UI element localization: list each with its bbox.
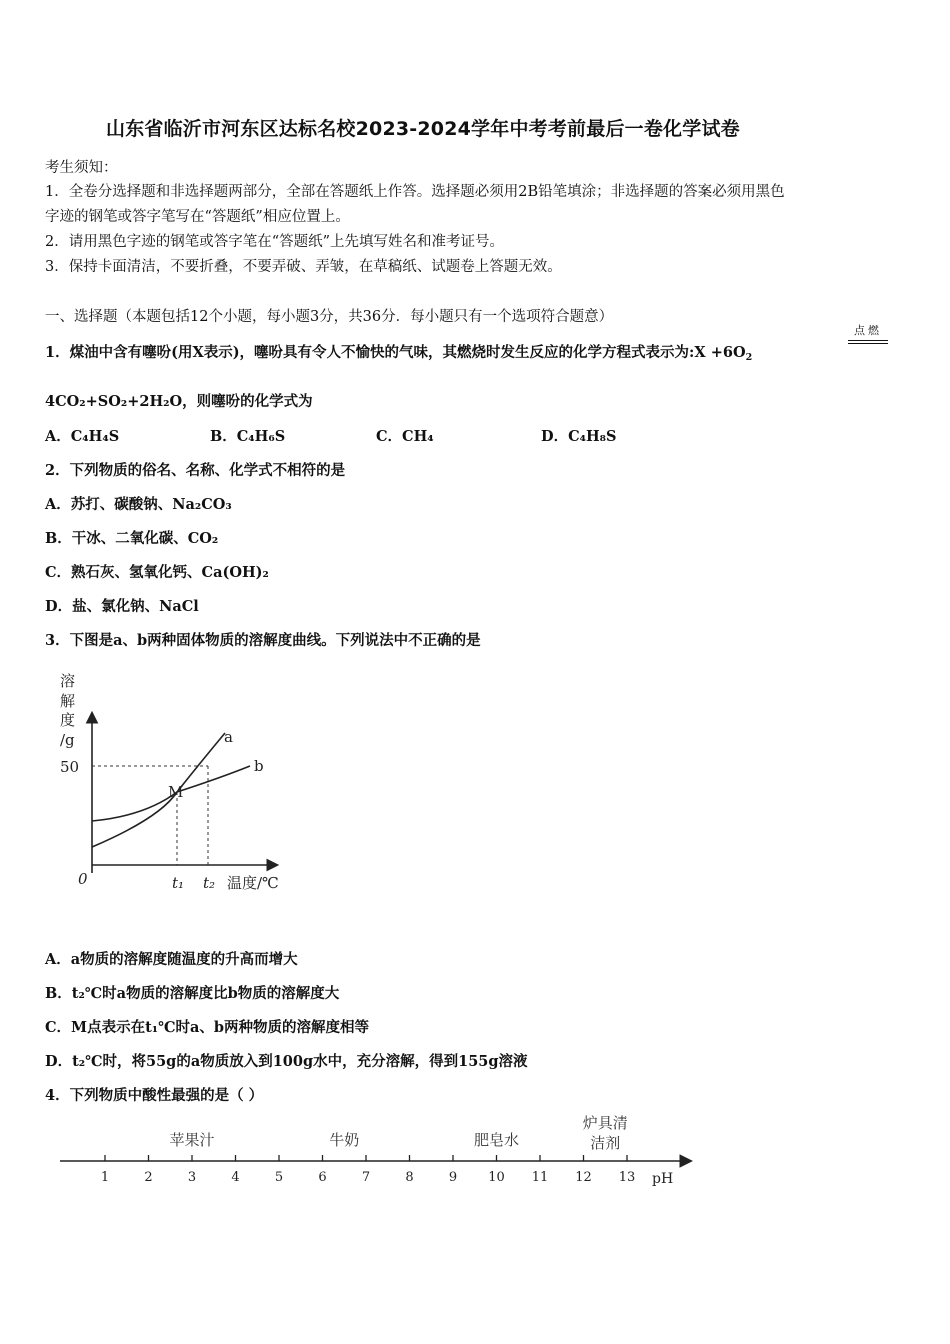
ph-substance-label: 炉具清 — [582, 1114, 628, 1132]
ph-axis-label: pH — [652, 1171, 674, 1187]
ph-substance-label: 牛奶 — [329, 1131, 360, 1149]
question-1-line2: 4CO₂+SO₂+2H₂O，则噻吩的化学式为 — [45, 393, 313, 410]
ph-tick-label: 4 — [231, 1170, 240, 1185]
q3-option-c[interactable]: C．M点表示在t₁℃时a、b两种物质的溶解度相等 — [45, 1019, 370, 1036]
ph-tick-label: 5 — [274, 1170, 284, 1185]
y-label-char-2: 解 — [60, 692, 76, 710]
notice-heading: 考生须知： — [45, 160, 118, 176]
ph-substance-label-cont: 洁剂 — [590, 1134, 621, 1152]
ph-tick-label: 11 — [531, 1170, 549, 1185]
ph-tick-label: 10 — [488, 1170, 505, 1185]
notice-item-1-cont: 字迹的钢笔或答字笔写在“答题纸”相应位置上。 — [45, 209, 350, 225]
reaction-arrow-line — [848, 340, 888, 341]
ph-substances — [169, 1114, 627, 1152]
q1-o2-subscript: 2 — [745, 352, 753, 363]
t2-label: t₂ — [203, 874, 216, 892]
q3-option-a[interactable]: A．a物质的溶解度随温度的升高而增大 — [45, 951, 298, 968]
y-label-char-1: 溶 — [60, 672, 76, 690]
notice-item-3: 3．保持卡面清洁，不要折叠，不要弄破、弄皱，在草稿纸、试题卷上答题无效。 — [45, 259, 562, 275]
y-mark-label: 50 — [60, 758, 80, 776]
y-label-char-3: 度 — [60, 711, 76, 729]
ph-tick-label: 9 — [448, 1170, 458, 1185]
ph-substance-label: 苹果汁 — [169, 1131, 215, 1149]
point-m-label: M — [168, 783, 184, 801]
q1-option-b[interactable]: B．C₄H₆S — [210, 428, 286, 445]
condition-text: 点燃 — [854, 324, 882, 337]
ph-tick-label: 2 — [144, 1170, 153, 1185]
ph-tick-label: 1 — [100, 1170, 110, 1185]
q1-option-c[interactable]: C．CH₄ — [376, 428, 434, 445]
ph-tick-label: 7 — [361, 1170, 371, 1185]
curve-a-label: a — [224, 728, 233, 746]
ph-tick-label: 13 — [618, 1170, 636, 1185]
q2-option-b[interactable]: B．干冰、二氧化碳、CO₂ — [45, 530, 219, 547]
q1-option-d[interactable]: D．C₄H₈S — [541, 428, 617, 445]
curve-a — [92, 733, 225, 847]
reaction-arrow-line-2 — [848, 343, 888, 344]
ph-substance-label: 肥皂水 — [473, 1131, 520, 1149]
q1-option-a[interactable]: A．C₄H₄S — [45, 428, 120, 445]
ph-tick-label: 6 — [318, 1170, 327, 1185]
q3-option-d[interactable]: D．t₂℃时，将55g的a物质放入到100g水中，充分溶解，得到155g溶液 — [45, 1053, 528, 1070]
x-axis-label: 温度/℃ — [227, 874, 279, 892]
notice-item-2: 2．请用黑色字迹的钢笔或答字笔在“答题纸”上先填写姓名和准考证号。 — [45, 234, 505, 250]
question-3-stem: 3．下图是a、b两种固体物质的溶解度曲线。下列说法中不正确的是 — [45, 632, 481, 649]
curve-b-label: b — [254, 757, 264, 775]
q3-option-b[interactable]: B．t₂℃时a物质的溶解度比b物质的溶解度大 — [45, 985, 340, 1002]
ph-tick-label: 3 — [187, 1170, 197, 1185]
t1-label: t₁ — [172, 874, 185, 892]
ph-scale — [55, 1108, 705, 1193]
ph-ticks — [101, 1155, 635, 1185]
q2-option-a[interactable]: A．苏打、碳酸钠、Na₂CO₃ — [45, 496, 232, 513]
ph-tick-label: 12 — [575, 1170, 592, 1185]
q1-text: 1．煤油中含有噻吩(用X表示)，噻吩具有令人不愉快的气味，其燃烧时发生反应的化学方程式表示为:X +6O — [45, 344, 746, 361]
origin-label: 0 — [78, 870, 88, 888]
page-title: 山东省临沂市河东区达标名校2023-2024学年中考考前最后一卷化学试卷 — [106, 118, 740, 140]
q2-option-d[interactable]: D．盐、氯化钠、NaCl — [45, 598, 199, 615]
question-1-stem — [45, 341, 752, 362]
reaction-condition — [848, 322, 888, 344]
notice-item-1: 1．全卷分选择题和非选择题两部分，全部在答题纸上作答。选择题必须用2B铅笔填涂；非选择题的答案必须用黑色 — [45, 184, 785, 200]
solubility-chart — [50, 668, 310, 898]
y-label-char-4: /g — [60, 731, 75, 749]
q2-option-c[interactable]: C．熟石灰、氢氧化钙、Ca(OH)₂ — [45, 564, 269, 581]
section-heading: 一、选择题（本题包括12个小题，每小题3分，共36分．每小题只有一个选项符合题意） — [45, 309, 614, 325]
question-2-stem: 2．下列物质的俗名、名称、化学式不相符的是 — [45, 462, 346, 479]
ph-tick-label: 8 — [405, 1170, 414, 1185]
question-4-stem: 4．下列物质中酸性最强的是（ ） — [45, 1087, 264, 1104]
